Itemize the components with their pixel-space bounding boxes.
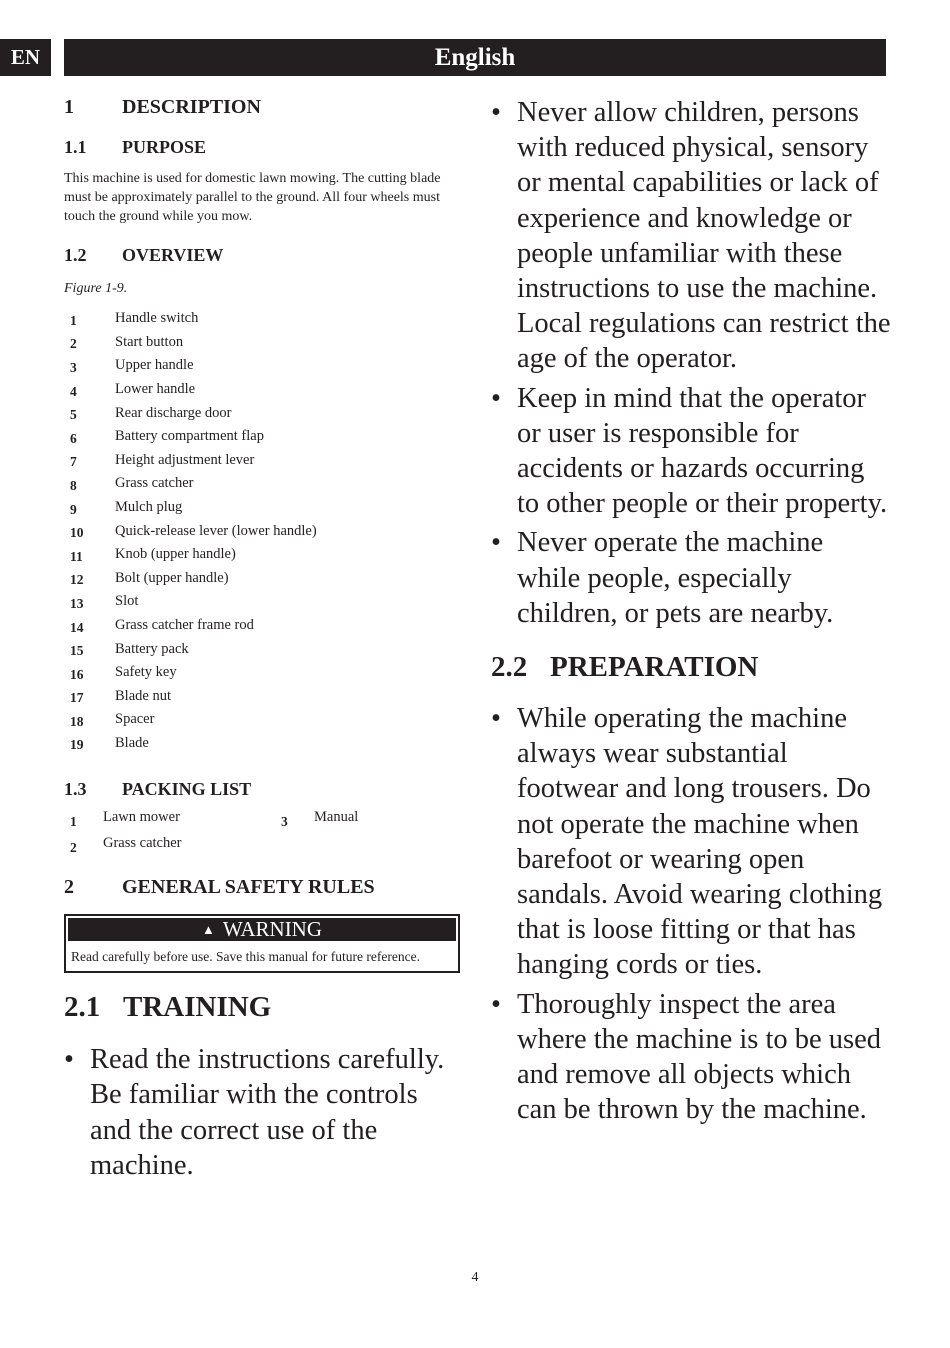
overview-item-label: Start button [115,333,184,350]
subsection-title: TRAINING [123,991,272,1024]
overview-list-item [64,496,460,520]
figure-reference: Figure 1-9. [64,281,128,296]
warning-box [64,914,460,973]
overview-item-number: 4 [70,383,77,399]
bullet-text: While operating the machine always wear substantial footwear and long trousers. Do not operate the machine when barefoot or wearing open sandals. Avoid wearing clothing that is loose fitting or that has hanging cords or ties. [517,703,883,981]
overview-item-label: Upper handle [115,357,194,374]
overview-item-label: Height adjustment lever [115,451,255,468]
subsection-number: 2.1 [64,991,101,1024]
left-column [64,94,460,1183]
overview-list-item [64,519,460,543]
section-heading-safety [64,874,460,900]
overview-item-label: Safety key [115,664,177,681]
bullet-item [64,1042,460,1183]
overview-item-label: Blade [115,734,149,751]
overview-list-item [64,425,460,449]
overview-item-number: 13 [70,595,84,611]
overview-list-item [64,614,460,638]
overview-item-number: 8 [70,477,77,493]
subsection-heading-overview [64,243,460,267]
overview-item-label: Handle switch [115,310,199,327]
bullet-icon: • [491,988,501,1020]
section-title: DESCRIPTION [122,96,261,118]
bullet-text: Read the instructions carefully. Be familiar with the controls and the correct use of the machine. [90,1044,445,1181]
overview-list-item [64,401,460,425]
overview-item-number: 2 [70,336,77,352]
overview-list-item [64,378,460,402]
section-title: GENERAL SAFETY RULES [122,876,375,899]
bullet-icon: • [491,97,501,128]
overview-list [64,307,460,755]
bullet-text: Never operate the machine while people, especially children, or pets are nearby. [517,527,834,629]
overview-list-item [64,307,460,331]
overview-item-number: 6 [70,430,77,446]
overview-item-number: 1 [70,312,77,328]
overview-item-number: 15 [70,643,84,659]
packing-item-label: Manual [314,809,359,826]
bullet-icon: • [64,1044,74,1076]
training-bullet-list [64,1042,460,1183]
packing-list [64,809,460,856]
overview-item-label: Grass catcher [115,475,194,492]
page-number: 4 [471,1270,479,1285]
overview-list-item [64,354,460,378]
purpose-paragraph: This machine is used for domestic lawn mowing. The cutting blade must be approximately parallel to the ground. All four wheels must touch the ground while you mow. [64,171,441,224]
packing-item-number: 1 [70,814,77,830]
section-number: 2 [64,876,74,899]
overview-item-number: 5 [70,407,77,423]
overview-list-item [64,708,460,732]
overview-item-number: 7 [70,454,77,470]
warning-label: WARNING [222,917,323,942]
overview-item-number: 9 [70,501,77,517]
overview-item-label: Blade nut [115,687,171,704]
bullet-item [491,95,891,377]
overview-item-label: Grass catcher frame rod [115,617,254,634]
overview-list-item [64,543,460,567]
overview-item-label: Lower handle [115,381,196,398]
bullet-icon: • [491,382,501,414]
subsection-heading-purpose [64,135,460,159]
overview-item-number: 10 [70,525,84,541]
overview-item-label: Battery pack [115,640,189,657]
subsection-title: OVERVIEW [122,245,224,265]
overview-item-label: Battery compartment flap [115,428,264,445]
overview-item-number: 18 [70,713,84,729]
overview-item-number: 19 [70,737,84,753]
bullet-text: Keep in mind that the operator or user is responsible for accidents or hazards occurring to other people or their property. [517,382,888,520]
overview-list-item [64,685,460,709]
packing-item-label: Lawn mower [103,809,180,826]
bullet-item [491,701,891,983]
warning-header [66,916,458,943]
overview-list-item [64,472,460,496]
bullet-item [491,987,891,1128]
overview-list-item [64,567,460,591]
overview-item-label: Rear discharge door [115,404,232,421]
warning-triangle-icon: ▲ [201,921,215,937]
bullet-text: Never allow children, persons with reduced physical, sensory or mental capabilities or lack of experience and knowledge or people unfamiliar with these instructions to use the machine. Local regulations can restrict the age of the operator. [517,97,891,375]
overview-item-number: 16 [70,666,84,682]
subsection-title: PREPARATION [550,651,759,684]
section-number: 1 [64,96,74,118]
overview-list-item [64,590,460,614]
bullet-item [491,381,891,522]
overview-list-item [64,449,460,473]
overview-item-number: 14 [70,619,84,635]
overview-item-label: Spacer [115,711,155,728]
overview-list-item [64,331,460,355]
overview-list-item [64,637,460,661]
subsection-number: 1.2 [64,245,87,265]
bullet-icon: • [491,703,501,735]
bullet-item [491,525,891,631]
bullet-text: Thoroughly inspect the area where the machine is to be used and remove all objects which can be thrown by the machine. [517,988,882,1126]
overview-item-number: 12 [70,572,84,588]
packing-item-number: 2 [70,840,77,856]
preparation-bullet-list [491,701,891,1127]
subsection-heading-preparation [491,650,891,684]
subsection-heading-packing-list [64,777,460,801]
subsection-number: 2.2 [491,651,528,684]
section-heading-description [64,94,460,120]
overview-item-number: 11 [70,548,83,564]
language-header-bar: English [64,39,886,76]
packing-item-label: Grass catcher [103,835,182,852]
subsection-title: PACKING LIST [122,779,252,800]
overview-item-number: 3 [70,359,77,375]
overview-item-label: Quick-release lever (lower handle) [115,522,317,539]
overview-item-number: 17 [70,690,84,706]
overview-item-label: Bolt (upper handle) [115,569,229,586]
overview-list-item [64,732,460,756]
overview-item-label: Knob (upper handle) [115,546,236,563]
overview-item-label: Mulch plug [115,499,183,516]
subsection-heading-training [64,990,460,1024]
overview-list-item [64,661,460,685]
right-column [491,94,891,1127]
subsection-number: 1.1 [64,137,87,157]
training-bullet-list-continued [491,95,891,631]
bullet-icon: • [491,527,501,559]
warning-text: Read carefully before use. Save this manual for future reference. [71,949,420,965]
overview-item-label: Slot [115,593,139,610]
subsection-number: 1.3 [64,779,87,800]
language-code-tab: EN [0,39,51,76]
subsection-title: PURPOSE [122,137,207,157]
packing-item-number: 3 [281,814,288,830]
